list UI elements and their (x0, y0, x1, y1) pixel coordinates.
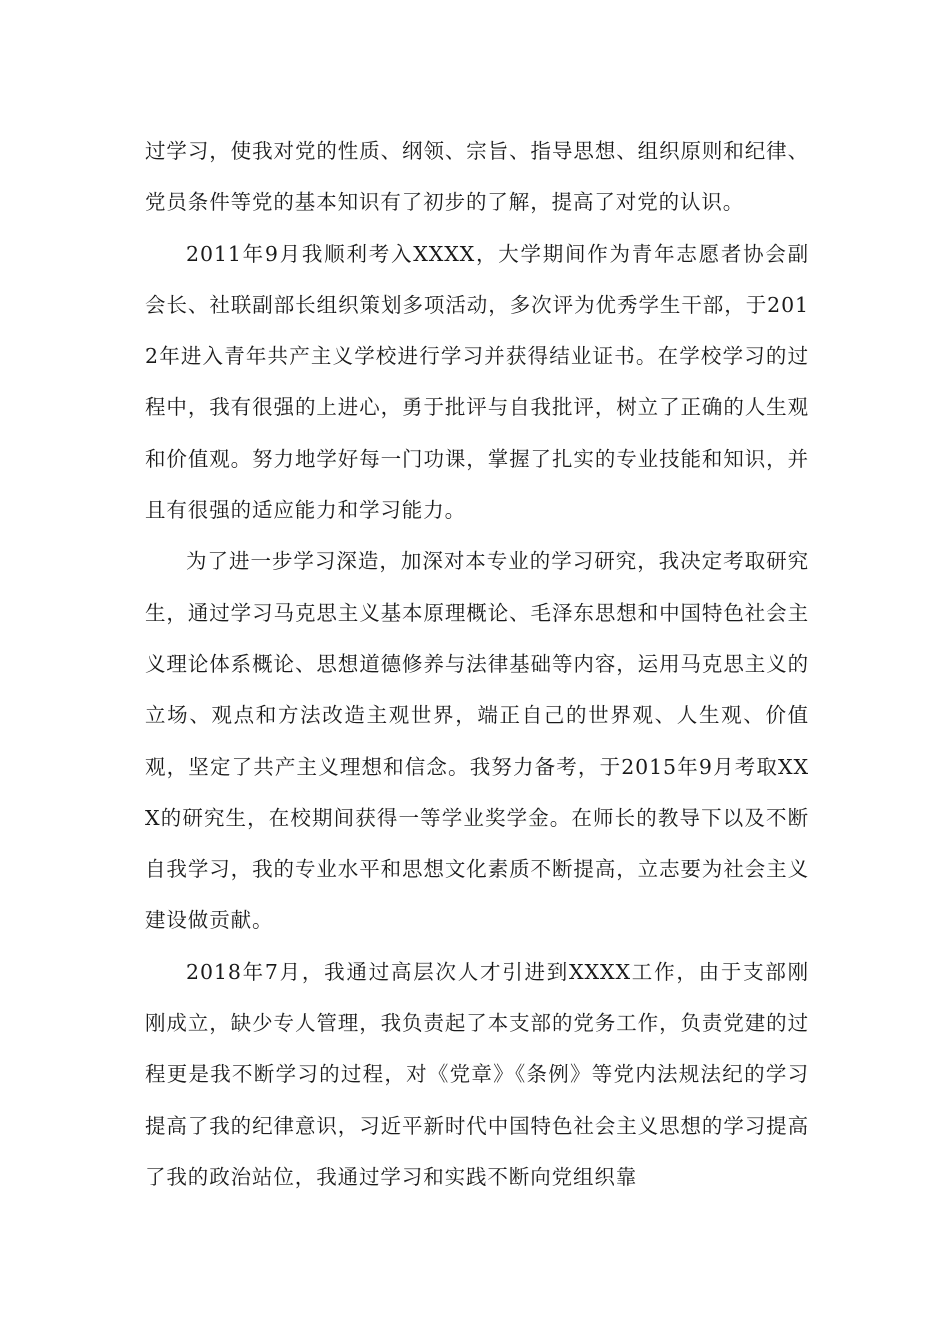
paragraph-graduate-study: 为了进一步学习深造，加深对本专业的学习研究，我决定考取研究生，通过学习马克思主义基本原理概论、毛泽东思想和中国特色社会主义理论体系概论、思想道德修养与法律基础等内容，运用马克思主义的立场、观点和方法改造主观世界，端正自己的世界观、人生观、价值观，坚定了共产主义理想和信念。我努力备考，于2015年9月考取XXX的研究生，在校期间获得一等学业奖学金。在师长的教导下以及不断自我学习，我的专业水平和思想文化素质不断提高，立志要为社会主义建设做贡献。 (145, 549, 809, 933)
paragraph-work: 2018年7月，我通过高层次人才引进到XXXX工作，由于支部刚刚成立，缺少专人管理，我负责起了本支部的党务工作，负责党建的过程更是我不断学习的过程，对《党章》《条例》等党内法规法纪的学习提高了我的纪律意识，习近平新时代中国特色社会主义思想的学习提高了我的政治站位，我通过学习和实践不断向党组织靠 (145, 959, 809, 1189)
paragraph-university: 2011年9月我顺利考入XXXX，大学期间作为青年志愿者协会副会长、社联副部长组织策划多项活动，多次评为优秀学生干部，于2012年进入青年共产主义学校进行学习并获得结业证书。在学校学习的过程中，我有很强的上进心，勇于批评与自我批评，树立了正确的人生观和价值观。努力地学好每一门功课，掌握了扎实的专业技能和知识，并且有很强的适应能力和学习能力。 (145, 241, 809, 523)
paragraph-continuation: 过学习，使我对党的性质、纲领、宗旨、指导思想、组织原则和纪律、党员条件等党的基本知识有了初步的了解，提高了对党的认识。 (145, 139, 809, 215)
document-body (145, 126, 809, 1203)
